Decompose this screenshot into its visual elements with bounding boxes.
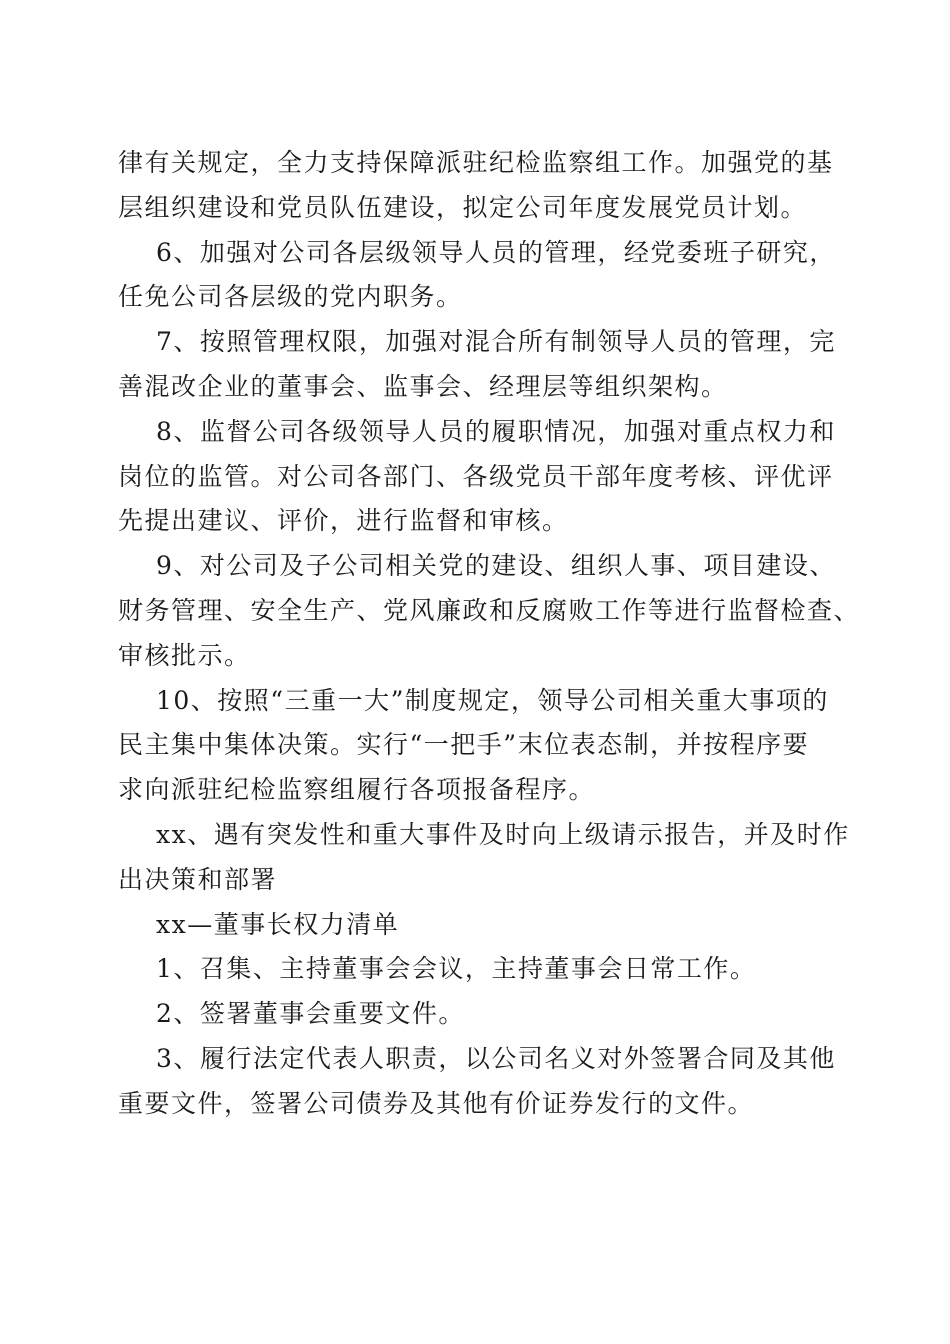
text-line: 6、加强对公司各层级领导人员的管理，经党委班子研究， [156, 237, 836, 267]
text-line: 8、监督公司各级领导人员的履职情况，加强对重点权力和 [156, 416, 836, 446]
text-line: 2、签署董事会重要文件。 [156, 999, 465, 1029]
document-body [118, 141, 861, 1127]
text-line: 重要文件，签署公司债券及其他有价证券发行的文件。 [118, 1088, 755, 1118]
text-line: 审核批示。 [118, 640, 251, 670]
text-line: 9、对公司及子公司相关党的建设、组织人事、项目建设、 [156, 551, 836, 581]
text-line: 财务管理、安全生产、党风廉政和反腐败工作等进行监督检查、 [118, 595, 861, 625]
text-line: 10、按照“三重一大”制度规定，领导公司相关重大事项的 [156, 685, 829, 715]
text-line: 1、召集、主持董事会会议，主持董事会日常工作。 [156, 954, 757, 984]
section-heading: xx—董事长权力清单 [156, 909, 400, 939]
text-line: 出决策和部署 [118, 864, 278, 894]
text-line: 7、按照管理权限，加强对混合所有制领导人员的管理，完 [156, 327, 836, 357]
text-line: xx、遇有突发性和重大事件及时向上级请示报告，并及时作 [156, 819, 850, 849]
text-line: 律有关规定，全力支持保障派驻纪检监察组工作。加强党的基 [118, 148, 834, 177]
text-line: 任免公司各层级的党内职务。 [118, 282, 463, 312]
text-line: 民主集中集体决策。实行“一把手”末位表态制，并按程序要 [118, 730, 810, 760]
text-line: 3、履行法定代表人职责，以公司名义对外签署合同及其他 [156, 1043, 836, 1073]
text-line: 求向派驻纪检监察组履行各项报备程序。 [118, 775, 596, 805]
text-line: 岗位的监管。对公司各部门、各级党员干部年度考核、评优评 [118, 461, 834, 491]
text-line: 层组织建设和党员队伍建设，拟定公司年度发展党员计划。 [118, 192, 808, 222]
text-line: 善混改企业的董事会、监事会、经理层等组织架构。 [118, 371, 728, 401]
text-line: 先提出建议、评价，进行监督和审核。 [118, 506, 569, 536]
